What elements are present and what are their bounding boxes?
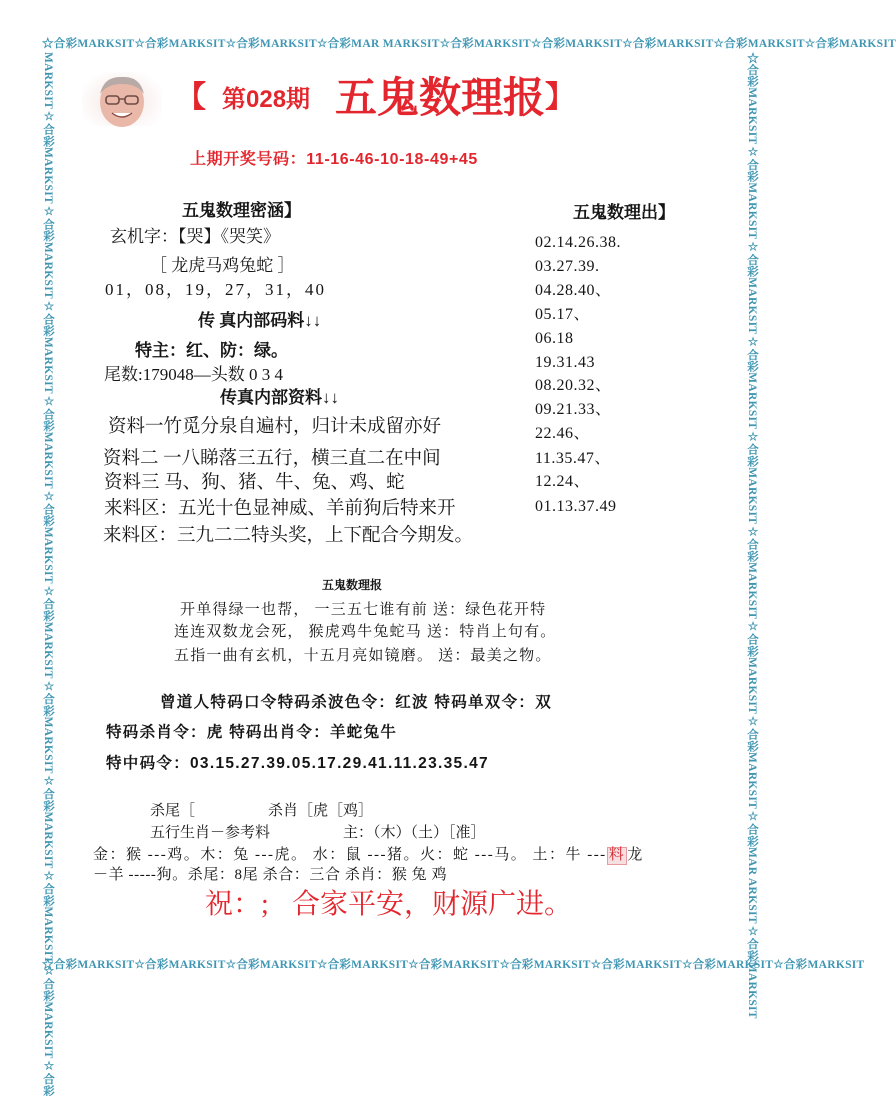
zodiac-list: ［ 龙虎马鸡兔蛇 ］ [150, 256, 295, 275]
info-line-1: 资料一竹觅分泉自遍村，归计未成留亦好 [108, 417, 442, 437]
header-close-bracket: 】 [545, 81, 575, 114]
output-item: 12.24、 [535, 473, 591, 490]
info-line-2: 资料二 一八睇落三五行，横三直二在中间 [103, 449, 441, 469]
border-bottom: ☆合彩MARKSIT☆合彩MARKSIT☆合彩MARKSIT☆合彩MARKSIT☆合彩MARKSIT☆合彩MARKSIT☆合彩MARKSIT☆合彩MARKSIT☆合彩MARKSIT [42, 959, 865, 971]
output-item: 05.17、 [535, 306, 591, 323]
portrait-photo [82, 72, 162, 126]
header-open-bracket: 【 [176, 81, 206, 114]
secret-section-header: 五鬼数理密涵】 [182, 201, 301, 220]
output-section-header: 五鬼数理出】 [573, 203, 675, 222]
source-line-2: 来料区：三九二二特头奖，上下配合今期发。 [103, 526, 474, 546]
border-left: MARKSIT☆合彩MARKSIT☆合彩MARKSIT☆合彩MARKSIT☆合彩MARKSIT☆合彩MARKSIT☆合彩MARKSIT☆合彩MARKSIT☆合彩MARKSIT☆合彩MARKSIT☆合彩MARKSIT☆合彩 [42, 52, 54, 1096]
output-item: 03.27.39. [535, 258, 600, 275]
border-right: ☆合彩MARKSIT☆合彩MARKSIT☆合彩MARKSIT☆合彩MARKSIT☆合彩MARKSIT☆合彩MARKSIT☆合彩MARKSIT☆合彩MARKSIT☆合彩MAR ARKSIT☆合彩MARKSIT [746, 52, 758, 1019]
blessing-text: 合家平安，财源广进。 [292, 889, 573, 920]
blessing-prefix: 祝：; [205, 889, 269, 920]
output-item: 11.35.47、 [535, 450, 611, 467]
output-item: 09.21.33、 [535, 401, 612, 418]
output-item: 02.14.26.38. [535, 234, 621, 251]
fax-code-heading: 传 真内部码料↓↓ [198, 311, 322, 330]
stamp-mark: 料 [608, 847, 626, 863]
output-item: 22.46、 [535, 425, 591, 442]
main-color: 特主：红、防：绿。 [135, 341, 288, 360]
main-elements: 主：（木）（土）［准］ [343, 825, 486, 841]
source-line-1: 来料区：五光十色显神威、羊前狗后特来开 [104, 499, 456, 519]
output-item: 04.28.40、 [535, 282, 612, 299]
poem-line-2: 连连双数龙会死， 猴虎鸡牛兔蛇马 送：特肖上句有。 [174, 624, 557, 640]
output-item: 06.18 [535, 330, 574, 347]
poem-section-title: 五鬼数理报 [322, 578, 383, 592]
info-line-3: 资料三 马、狗、猪、牛、兔、鸡、蛇 [104, 473, 405, 493]
kill-zodiac: 杀肖［虎［鸡］ [268, 803, 374, 819]
five-elements-label: 五行生肖－参考料 [150, 825, 271, 841]
elements-line [93, 846, 644, 865]
issue-number: 第028期 [222, 86, 311, 113]
output-item: 19.31.43 [535, 354, 595, 371]
zeng-command: 曾道人特码口令特码杀波色令：红波 特码单双令：双 [160, 694, 553, 711]
poem-line-3: 五指一曲有玄机，十五月亮如镜磨。 送：最美之物。 [174, 648, 552, 664]
tail-numbers: 尾数:179048—头数 0 3 4 [104, 365, 283, 384]
elements-line-text: 金：猴 ---鸡。木：兔 ---虎。 水：鼠 ---猪。火：蛇 ---马。 土：牛 --- [93, 847, 607, 863]
poem-line-1: 开单得绿一也帮， 一三五七谁有前 送：绿色花开特 [180, 602, 547, 618]
fax-info-heading: 传真内部资料↓↓ [220, 388, 339, 407]
lucky-numbers: 01，08，19，27，31，40 [105, 280, 326, 299]
numbers-command: 特中码令：03.15.27.39.05.17.29.41.11.23.35.47 [106, 755, 489, 772]
last-draw-numbers: 上期开奖号码：11-16-46-10-18-49+45 [190, 151, 478, 168]
border-top: ☆合彩MARKSIT☆合彩MARKSIT☆合彩MARKSIT☆合彩MAR MARKSIT☆合彩MARKSIT☆合彩MARKSIT☆合彩MARKSIT☆合彩MARKSIT☆合彩MARKSIT [42, 38, 896, 50]
output-item: 08.20.32、 [535, 377, 612, 394]
kill-tail: 杀尾［ [150, 803, 196, 819]
elements-second-line: －羊 -----狗。杀尾：8尾 杀合：三合 杀肖：猴 兔 鸡 [93, 867, 448, 883]
mystery-word: 玄机字：【哭】《哭笑》 [110, 227, 280, 246]
page-title: 五鬼数理报 [335, 76, 546, 122]
zodiac-command: 特码杀肖令：虎 特码出肖令：羊蛇兔牛 [106, 724, 398, 741]
output-item: 01.13.37.49 [535, 498, 617, 515]
elements-line-end: 龙 [627, 847, 644, 863]
